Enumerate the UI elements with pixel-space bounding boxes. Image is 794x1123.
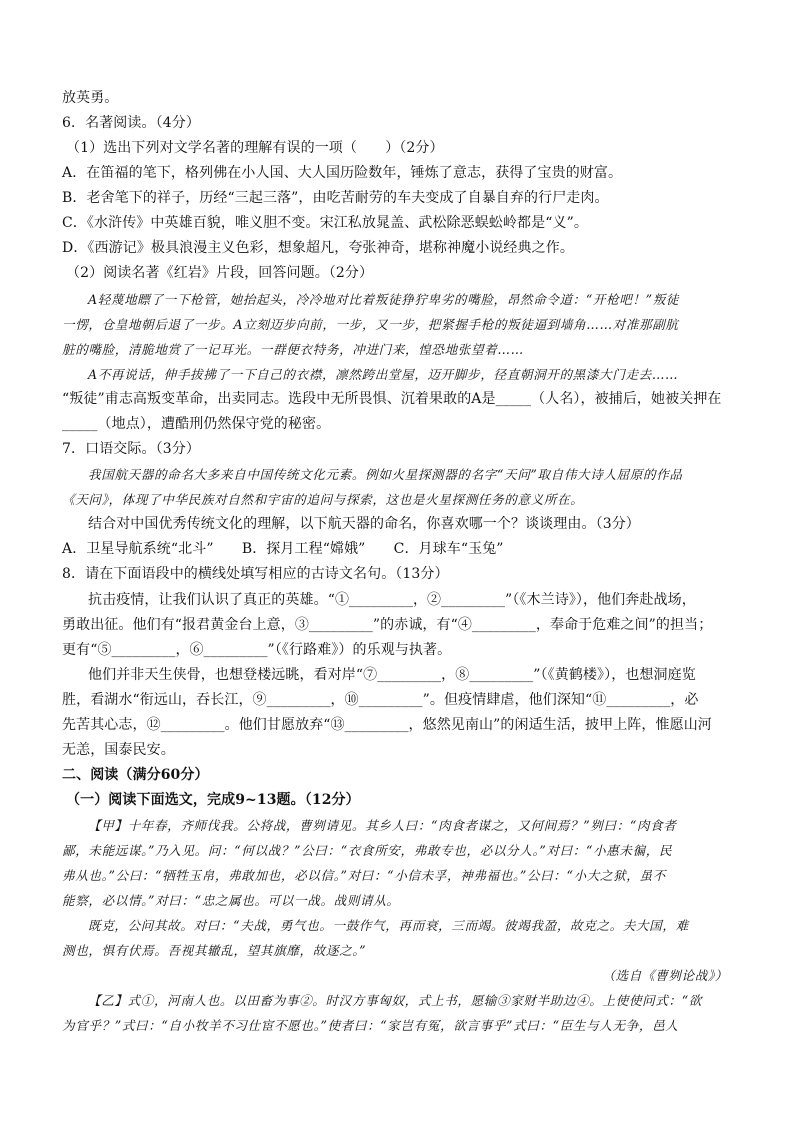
question-6-2-stem: （2）阅读名著《红岩》片段，回答问题。（2分） <box>66 265 374 281</box>
hongyan-excerpt-line: A不再说话，伸手拔拂了一下自己的衣襟，凛然跨出堂屋，迈开脚步，径直朝洞开的黑漆大门走去…… <box>88 367 679 382</box>
question-8-passage: 胜，看湖水“衔远山，吞长江，⑨_________，⑩_________”。但疫情肆虐，他们深知“⑪_________，必 <box>62 692 699 708</box>
question-8-passage: 无恙，国泰民安。 <box>62 742 175 758</box>
classical-text-jia: 能察，必以情。”对曰：“忠之属也。可以一战。战则请从。 <box>62 893 400 908</box>
question-6-2-text: _____（地点），遭酷刑仍然保守党的秘密。 <box>62 416 331 432</box>
question-6-2-text: “叛徒”甫志高叛变革命，出卖同志。选段中无所畏惧、沉着果敢的A是_____（人名），被捕后，她被关押在 <box>62 391 722 407</box>
classical-text-jia: 既克，公问其故。对曰：“夫战，勇气也。一鼓作气，再而衰，三而竭。彼竭我盈，故克之。夫大国，难 <box>88 918 689 933</box>
question-6-1-stem: （1）选出下列对文学名著的理解有误的一项（ ）（2分） <box>66 140 444 156</box>
option-a: A．在笛福的笔下，格列佛在小人国、大人国历险数年，锤炼了意志，获得了宝贵的财富。 <box>62 165 623 181</box>
question-7-title: 7．口语交际。（3分） <box>62 441 200 457</box>
hongyan-excerpt-line: 脏的嘴脸，清脆地赏了一记耳光。一群便衣特务，冲进门来，惶恐地张望着…… <box>62 342 524 357</box>
text-line: 放英勇。 <box>62 90 119 106</box>
question-8-passage: 抗击疫情，让我们认识了真正的英雄。“①_________，②_________”（《木兰诗》），他们奔赴战场， <box>88 592 696 608</box>
question-6-title: 6．名著阅读。（4分） <box>62 115 200 131</box>
section-2-1-heading: （一）阅读下面选文，完成9~13题。（12分） <box>66 792 360 808</box>
option-c: C．《水浒传》中英雄百貌，唯义胆不变。宋江私放晁盖、武松除恶蜈蚣岭都是“义”。 <box>62 215 588 231</box>
section-2-heading: 二、阅读（满分60分） <box>62 767 209 783</box>
hongyan-excerpt-line: A轻蔑地瞟了一下枪管，她抬起头，冷冷地对比着叛徒狰狞卑劣的嘴脸，昂然命令道：“开枪吧！”叛徒 <box>88 292 680 307</box>
option-b: B．老舍笔下的祥子，历经“三起三落”，由吃苦耐劳的车夫变成了自暴自弃的行尸走肉。 <box>62 190 609 206</box>
question-8-title: 8．请在下面语段中的横线处填写相应的古诗文名句。（13分） <box>62 566 449 582</box>
question-8-passage: 勇敢出征。他们有“报君黄金台上意，③_________”的赤诚，有“④_________，奉命于危难之间”的担当； <box>62 617 713 633</box>
question-8-passage: 更有“⑤_________，⑥_________”（《行路难》）的乐观与执著。 <box>62 642 452 658</box>
question-8-passage: 先苦其心志，⑫_________。他们甘愿放弃“⑬_________，悠然见南山”的闲适生活，披甲上阵，惟愿山河 <box>62 717 712 733</box>
classical-text-jia: 【甲】十年春，齐师伐我。公将战，曹刿请见。其乡人曰：“肉食者谋之，又何间焉？”刿曰：“肉食者 <box>88 818 677 833</box>
question-7-prompt: 结合对中国优秀传统文化的理解，以下航天器的命名，你喜欢哪一个？谈谈理由。（3分） <box>88 516 640 532</box>
classical-text-yi: 为官乎？”式曰：“自小牧羊不习仕宦不愿也。”使者曰：“家岂有冤，欲言事乎”式曰：“臣生与人无争，邑人 <box>62 1018 679 1033</box>
question-7-material: 《天问》，体现了中华民族对自然和宇宙的追问与探索，这也是火星探测任务的意义所在。 <box>62 492 584 507</box>
question-8-passage: 他们并非天生侠骨，也想登楼远眺，看对岸“⑦_________，⑧_________”（《黄鹤楼》），也想洞庭览 <box>88 667 696 683</box>
source-note: （选自《曹刿论战》） <box>602 968 728 983</box>
question-7-options: A．卫星导航系统“北斗” B．探月工程“嫦娥” C．月球车“玉兔” <box>62 541 504 557</box>
classical-text-yi: 【乙】式①，河南人也。以田畜为事②。时汉方事匈奴，式上书，愿输③家财半助边④。上使使问式：“欲 <box>88 993 702 1008</box>
classical-text-jia: 鄙，未能远谋。”乃入见。问：“何以战？”公曰：“衣食所安，弗敢专也，必以分人。”对曰：“小惠未徧，民 <box>62 843 673 858</box>
hongyan-excerpt-line: 一愣，仓皇地朝后退了一步。A立刻迈步向前，一步，又一步，把紧握手枪的叛徒逼到墙角……对准那副肮 <box>62 317 679 332</box>
classical-text-jia: 测也，惧有伏焉。吾视其辙乱，望其旗靡，故逐之。” <box>62 943 367 958</box>
classical-text-jia: 弗从也。”公曰：“牺牲玉帛，弗敢加也，必以信。”对曰：“小信未孚，神弗福也。”公曰：“小大之狱，虽不 <box>62 868 666 883</box>
option-d: D．《西游记》极具浪漫主义色彩，想象超凡，夸张神奇，堪称神魔小说经典之作。 <box>62 240 574 256</box>
question-7-material: 我国航天器的命名大多来自中国传统文化元素。例如火星探测器的名字“天问”取自伟大诗人屈原的作品 <box>88 467 683 482</box>
